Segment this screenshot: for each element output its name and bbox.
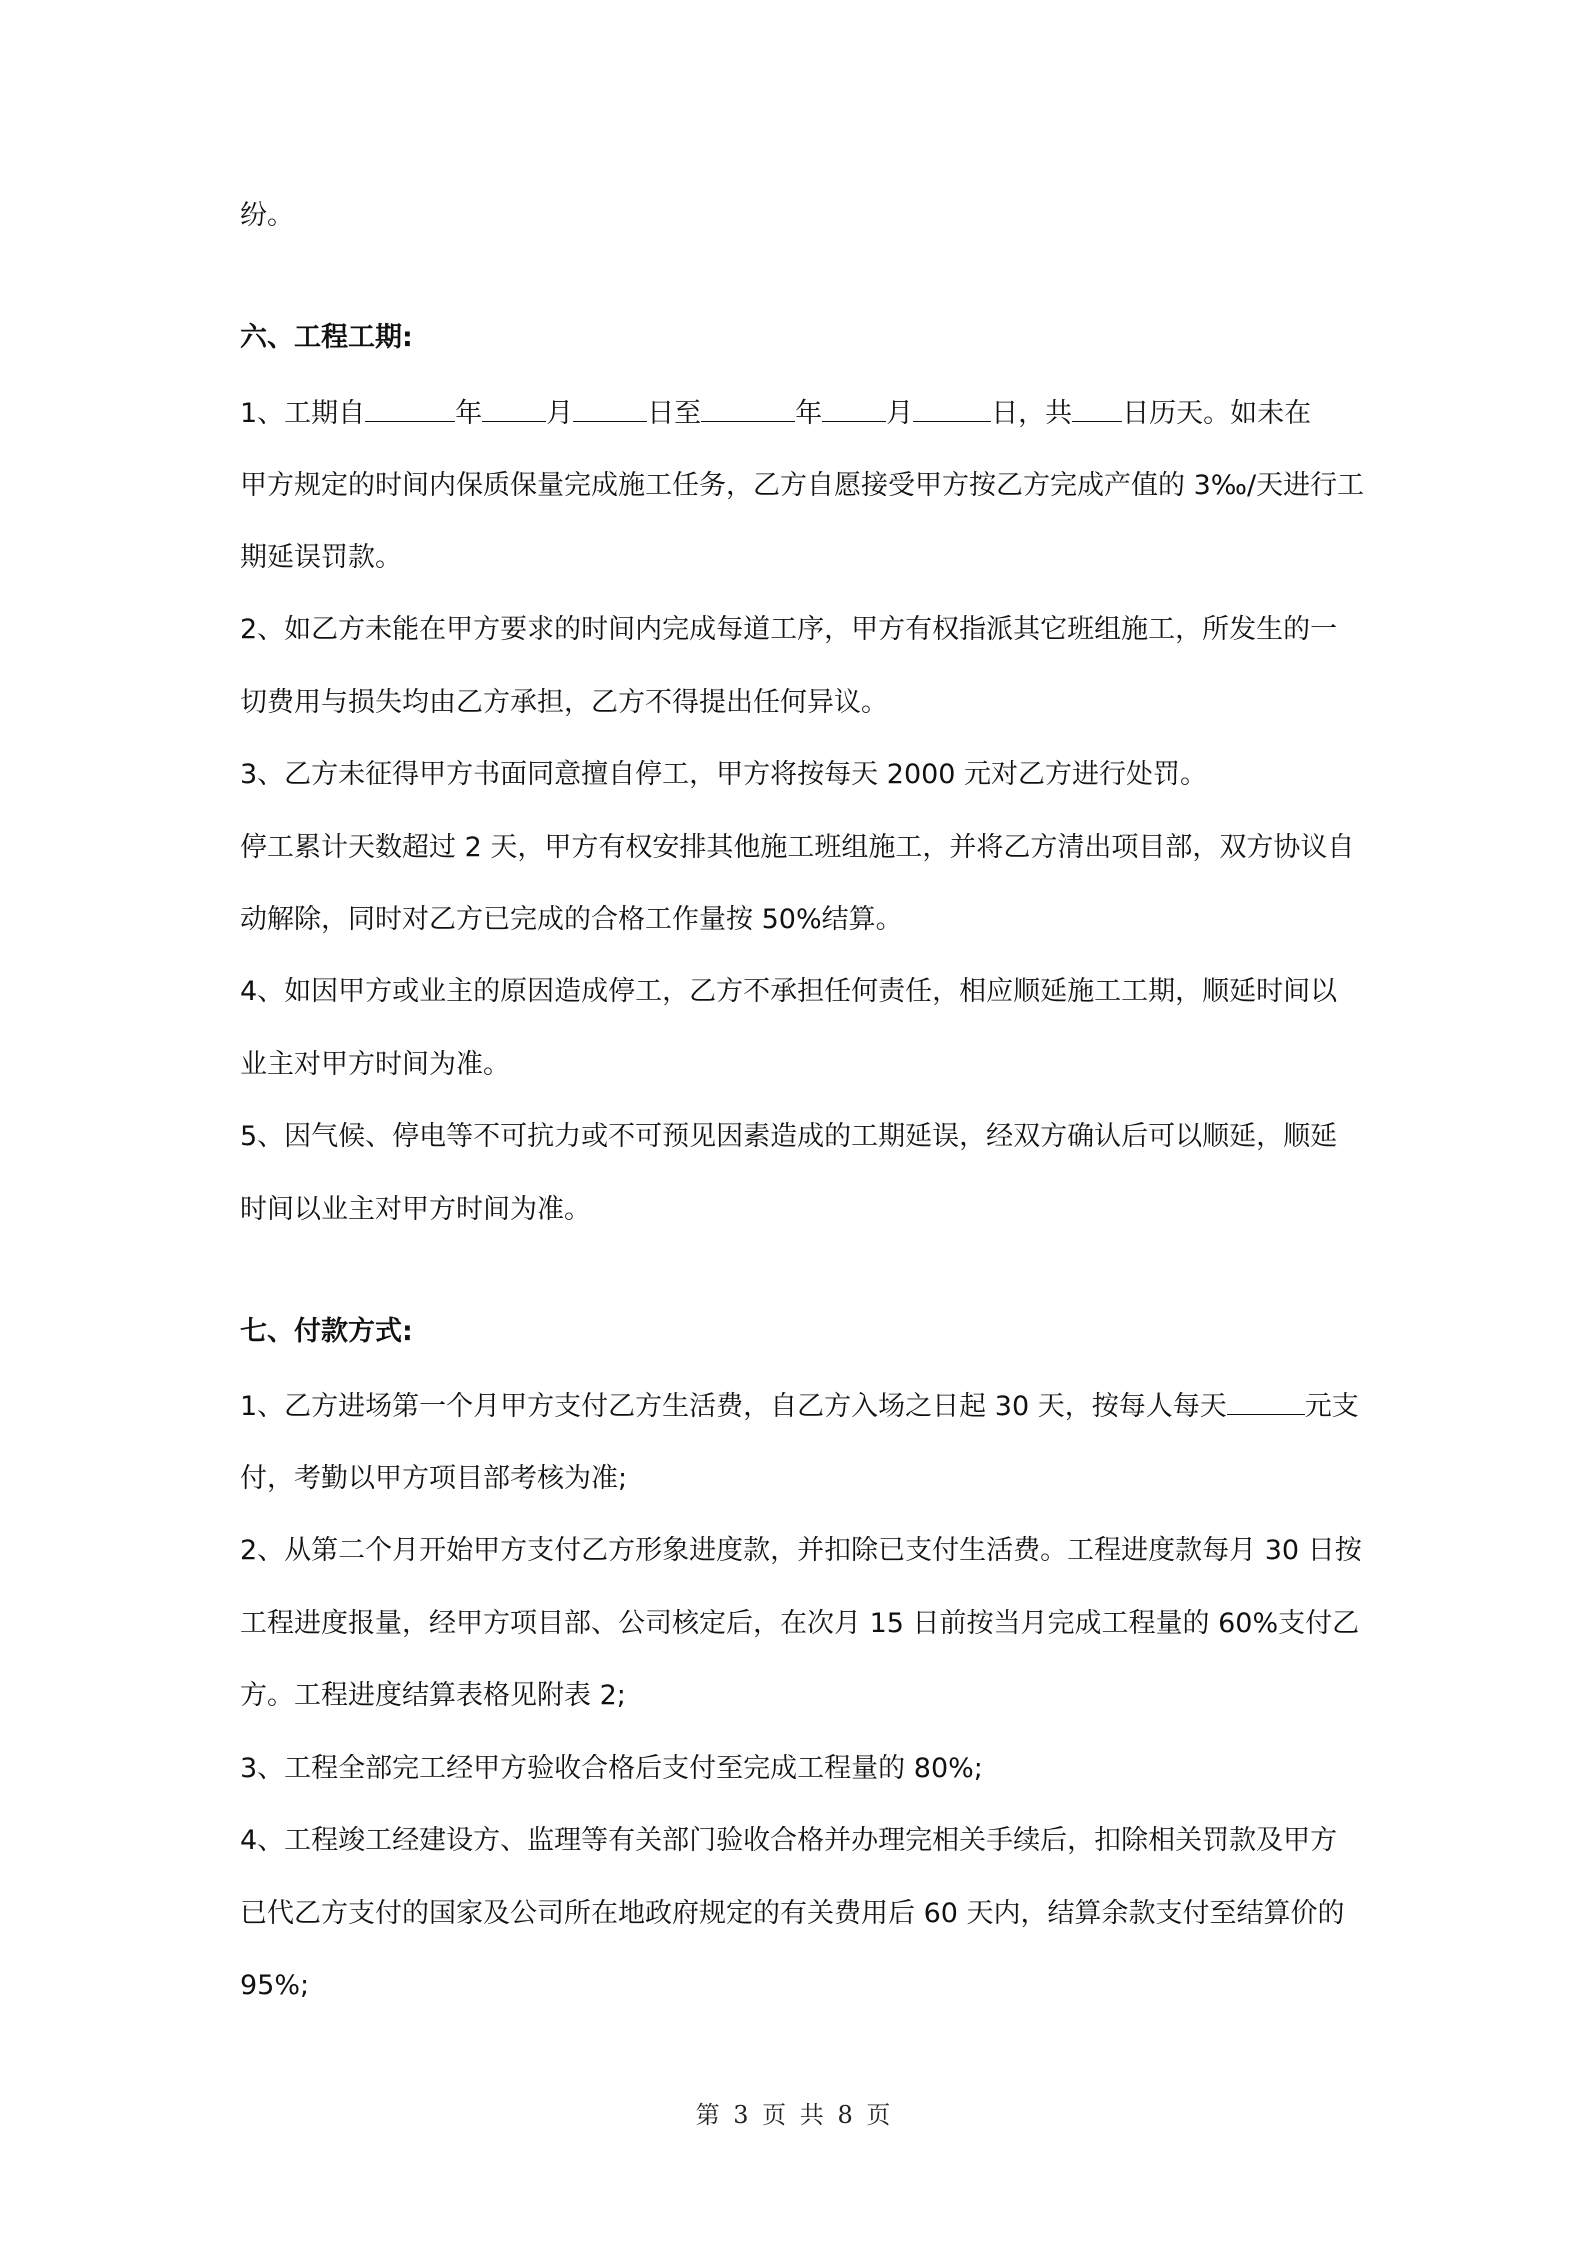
s7-item2-line1: 2、从第二个月开始甲方支付乙方形象进度款，并扣除已支付生活费。工程进度款每月 30 日按 bbox=[240, 1535, 1362, 1566]
label-day-to: 日至 bbox=[647, 398, 702, 429]
continuation-text: 纷。 bbox=[240, 200, 294, 231]
s6-item1-text-start: 1、工期自 bbox=[240, 398, 366, 429]
s6-item5-line1: 5、因气候、停电等不可抗力或不可预见因素造成的工期延误，经双方确认后可以顺延，顺延 bbox=[240, 1121, 1338, 1152]
s6-item1-line1 bbox=[240, 393, 1311, 434]
page-number-footer: 第 3 页 共 8 页 bbox=[695, 2101, 891, 2129]
label-end-day-total: 日，共 bbox=[991, 398, 1073, 429]
section-7-heading: 七、付款方式: bbox=[240, 1316, 413, 1347]
s6-item5-line2: 时间以业主对甲方时间为准。 bbox=[240, 1194, 591, 1225]
s7-item1-line1 bbox=[240, 1386, 1359, 1427]
s7-item2-line3: 方。工程进度结算表格见附表 2; bbox=[240, 1680, 626, 1711]
s7-item3-line1: 3、工程全部完工经甲方验收合格后支付至完成工程量的 80%; bbox=[240, 1753, 983, 1784]
blank-start-year bbox=[365, 393, 455, 422]
s6-item1-line3: 期延误罚款。 bbox=[240, 542, 402, 573]
label-yuan-pay: 元支 bbox=[1304, 1391, 1359, 1422]
blank-total-days bbox=[1072, 393, 1122, 422]
label-end-month: 月 bbox=[886, 398, 914, 429]
s6-item3-line3: 动解除，同时对乙方已完成的合格工作量按 50%结算。 bbox=[240, 904, 903, 935]
blank-end-day bbox=[913, 393, 991, 422]
s6-item4-line2: 业主对甲方时间为准。 bbox=[240, 1049, 510, 1080]
s6-item2-line1: 2、如乙方未能在甲方要求的时间内完成每道工序，甲方有权指派其它班组施工，所发生的一 bbox=[240, 614, 1338, 645]
s7-item4-line1: 4、工程竣工经建设方、监理等有关部门验收合格并办理完相关手续后，扣除相关罚款及甲方 bbox=[240, 1825, 1338, 1856]
s7-item2-line2: 工程进度报量，经甲方项目部、公司核定后，在次月 15 日前按当月完成工程量的 60%支付乙 bbox=[240, 1608, 1360, 1639]
s7-item4-line2: 已代乙方支付的国家及公司所在地政府规定的有关费用后 60 天内，结算余款支付至结算价的 bbox=[240, 1898, 1345, 1929]
label-calendar-days: 日历天。如未在 bbox=[1122, 398, 1312, 429]
label-year: 年 bbox=[455, 398, 483, 429]
label-end-year: 年 bbox=[795, 398, 823, 429]
s6-item1-line2: 甲方规定的时间内保质保量完成施工任务，乙方自愿接受甲方按乙方完成产值的 3‰/天进行工 bbox=[240, 470, 1365, 501]
blank-end-month bbox=[822, 393, 886, 422]
s6-item4-line1: 4、如因甲方或业主的原因造成停工，乙方不承担任何责任，相应顺延施工工期，顺延时间以 bbox=[240, 976, 1338, 1007]
blank-end-year bbox=[701, 393, 795, 422]
s7-item1-text-start: 1、乙方进场第一个月甲方支付乙方生活费，自乙方入场之日起 30 天，按每人每天 bbox=[240, 1391, 1227, 1422]
blank-start-month bbox=[482, 393, 546, 422]
s6-item3-line2: 停工累计天数超过 2 天，甲方有权安排其他施工班组施工，并将乙方清出项目部，双方协议自 bbox=[240, 832, 1355, 863]
s7-item4-line3: 95%; bbox=[240, 1970, 310, 2001]
s6-item2-line2: 切费用与损失均由乙方承担，乙方不得提出任何异议。 bbox=[240, 687, 888, 718]
blank-daily-amount bbox=[1227, 1386, 1305, 1415]
section-6-heading: 六、工程工期: bbox=[240, 322, 413, 353]
s7-item1-line2: 付，考勤以甲方项目部考核为准; bbox=[240, 1463, 628, 1494]
blank-start-day bbox=[573, 393, 647, 422]
s6-item3-line1: 3、乙方未征得甲方书面同意擅自停工，甲方将按每天 2000 元对乙方进行处罚。 bbox=[240, 759, 1208, 790]
label-month: 月 bbox=[546, 398, 574, 429]
